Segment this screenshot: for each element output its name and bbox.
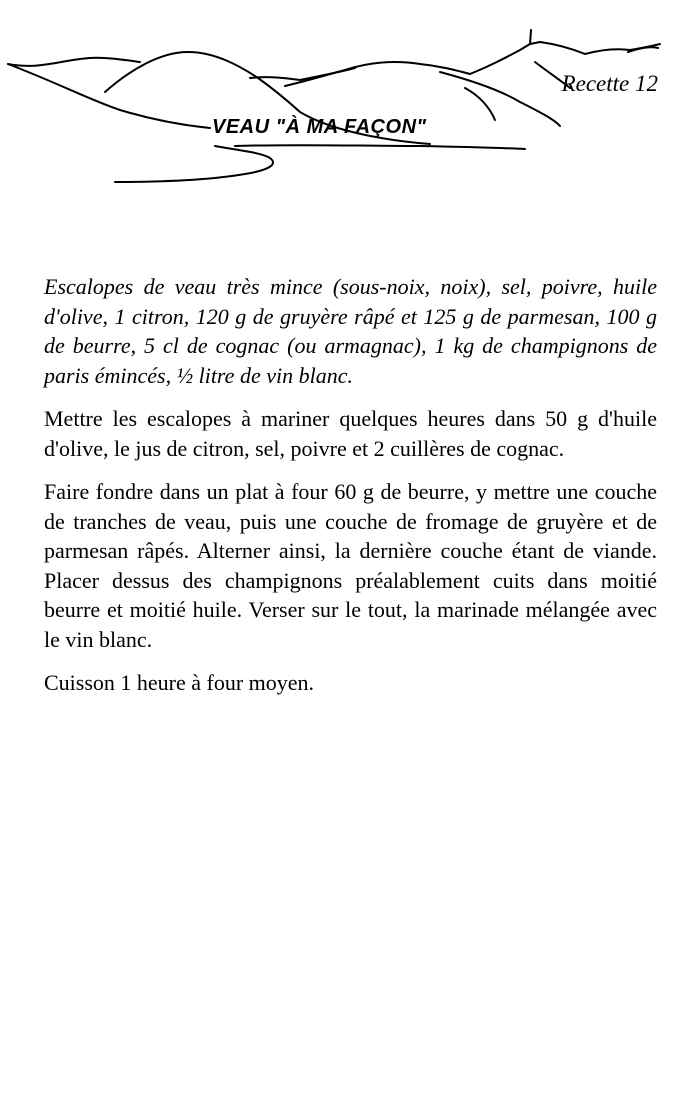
recipe-body — [44, 272, 657, 712]
step-paragraph-marinade: Mettre les escalopes à mariner quelques heures dans 50 g d'huile d'olive, le jus de citron, sel, poivre et 2 cuillères de cognac. — [44, 406, 657, 461]
step-paragraph-cooking: Cuisson 1 heure à four moyen. — [44, 670, 315, 695]
ingredients-paragraph: Escalopes de veau très mince (sous-noix, noix), sel, poivre, huile d'olive, 1 citron, 120 g de gruyère râpé et 125 g de parmesan, 100 g de beurre, 5 cl de cognac (ou armagnac), 1 kg de champignons de paris émincés, ½ litre de vin blanc. — [44, 274, 657, 388]
recipe-number-label: Recette 12 — [561, 71, 658, 96]
recipe-title: VEAU "À MA FAÇON" — [212, 116, 427, 138]
step-paragraph-assembly: Faire fondre dans un plat à four 60 g de beurre, y mettre une couche de tranches de veau, puis une couche de fromage de gruyère et de parmesan râpés. Alterner ainsi, la dernière couche étant de viande. Placer dessus des champignons préalablement cuits dans moitié beurre et moitié huile. Verser sur le tout, la marinade mélangée avec le vin blanc. — [44, 479, 657, 652]
mountain-landscape-illustration — [0, 0, 700, 200]
